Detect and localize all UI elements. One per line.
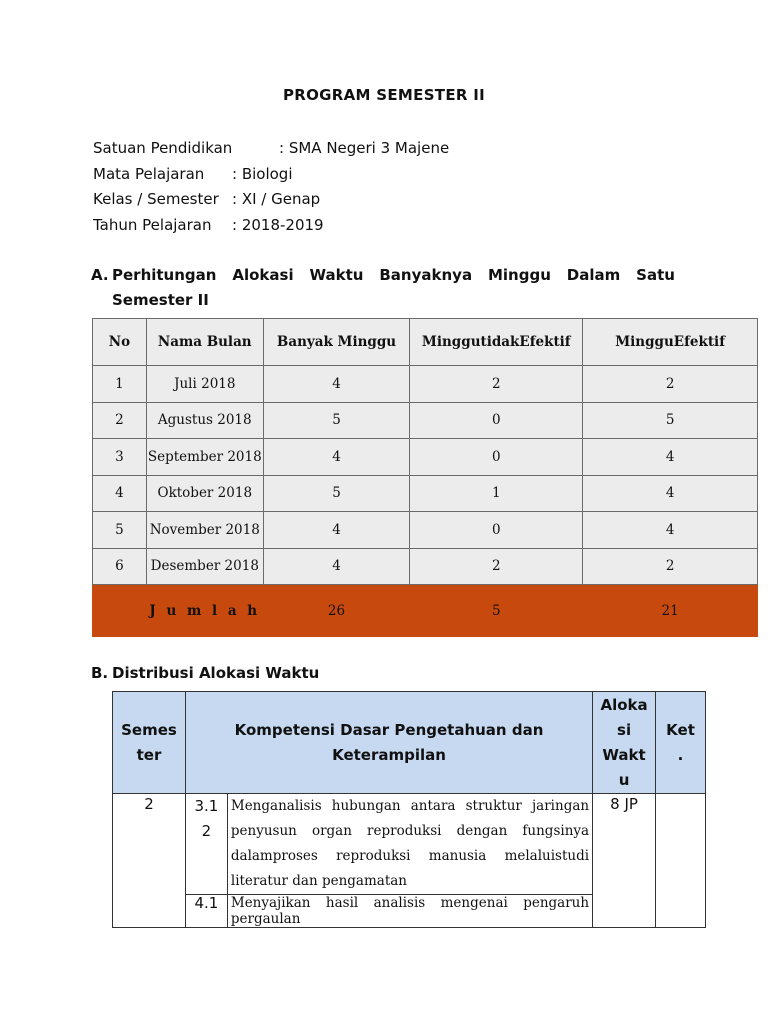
cell-no: 5 (93, 512, 147, 549)
heading-word: Satu (636, 266, 675, 284)
header-line: Keterampilan (332, 745, 446, 764)
cell-total-banyak: 26 (263, 585, 410, 637)
week-allocation-table (92, 318, 758, 637)
header-line: Kompetensi Dasar Pengetahuan dan (234, 720, 544, 739)
header-line: . (677, 745, 684, 764)
section-b-heading (91, 664, 319, 682)
table-header-row (93, 319, 758, 366)
section-b-letter: B. (91, 664, 109, 682)
heading-word: Alokasi (232, 266, 294, 284)
cell-banyak: 5 (263, 475, 410, 512)
col-header-tidak-efektif: MinggutidakEfektif (410, 319, 583, 366)
cell-banyak: 5 (263, 402, 410, 439)
heading-word: Dalam (566, 266, 621, 284)
table-header-row (113, 692, 706, 794)
table-row (93, 366, 758, 403)
col-header-bulan: Nama Bulan (146, 319, 263, 366)
cell-kd-number: 4.1 (185, 895, 227, 928)
cell-kd-text: Menyajikan hasil analisis mengenai pengaruh pergaulan (227, 895, 592, 928)
header-line: Semes (121, 720, 177, 739)
cell-bulan: Oktober 2018 (146, 475, 263, 512)
col-header-ket (656, 692, 706, 794)
info-label: Mata Pelajaran (93, 164, 205, 183)
info-value: : XI / Genap (232, 190, 321, 208)
kd-number-line: 2 (201, 822, 212, 840)
section-a-letter: A. (91, 266, 109, 284)
cell-efektif: 4 (583, 512, 758, 549)
cell-efektif: 2 (583, 548, 758, 585)
cell-efektif: 5 (583, 402, 758, 439)
col-header-no: No (93, 319, 147, 366)
cell-tidak-efektif: 2 (410, 548, 583, 585)
cell-efektif: 4 (583, 439, 758, 476)
cell-tidak-efektif: 0 (410, 439, 583, 476)
cell-no: 4 (93, 475, 147, 512)
cell-banyak: 4 (263, 366, 410, 403)
cell-no: 1 (93, 366, 147, 403)
cell-semester: 2 (113, 794, 186, 928)
col-header-alokasi (593, 692, 656, 794)
cell-no: 2 (93, 402, 147, 439)
cell-kd-text: Menganalisis hubungan antara struktur jaringan penyusun organ reproduksi dengan fungsinya dalamproses reproduksi manusia melaluistudi literatur dan pengamatan (227, 794, 592, 895)
cell-tidak-efektif: 0 (410, 402, 583, 439)
cell-efektif: 2 (583, 366, 758, 403)
table-row (93, 512, 758, 549)
col-header-kd (185, 692, 592, 794)
cell-ket (656, 794, 706, 928)
header-line: Wakt (602, 745, 646, 764)
cell-tidak-efektif: 0 (410, 512, 583, 549)
header-line: si (617, 720, 632, 739)
info-value: : SMA Negeri 3 Majene (279, 139, 450, 157)
time-distribution-table (112, 691, 706, 928)
cell-total-empty (93, 585, 147, 637)
cell-kd-number (185, 794, 227, 895)
heading-word: Perhitungan (112, 266, 217, 284)
table-row (93, 402, 758, 439)
header-line: u (618, 770, 630, 789)
table-row (93, 439, 758, 476)
info-label: Kelas / Semester (93, 190, 219, 208)
cell-bulan: Agustus 2018 (146, 402, 263, 439)
info-value: : Biologi (232, 164, 293, 183)
col-header-semester (113, 692, 186, 794)
cell-banyak: 4 (263, 439, 410, 476)
section-a-line1 (112, 263, 675, 288)
cell-no: 6 (93, 548, 147, 585)
heading-word: Banyaknya (379, 266, 473, 284)
section-b-text: Distribusi Alokasi Waktu (112, 664, 320, 682)
kd-number-line: 3.1 (194, 797, 219, 815)
cell-total-efektif: 21 (583, 585, 758, 637)
heading-word: Minggu (487, 266, 551, 284)
info-label: Satuan Pendidikan (93, 139, 233, 157)
section-a-heading (91, 263, 675, 313)
cell-total-tidak-efektif: 5 (410, 585, 583, 637)
cell-no: 3 (93, 439, 147, 476)
cell-banyak: 4 (263, 512, 410, 549)
cell-tidak-efektif: 2 (410, 366, 583, 403)
cell-bulan: September 2018 (146, 439, 263, 476)
cell-bulan: November 2018 (146, 512, 263, 549)
table-row (93, 475, 758, 512)
cell-efektif: 4 (583, 475, 758, 512)
cell-tidak-efektif: 1 (410, 475, 583, 512)
cell-bulan: Desember 2018 (146, 548, 263, 585)
cell-total-label: J u m l a h (146, 585, 263, 637)
section-a-line2: Semester II (112, 291, 209, 309)
info-value: : 2018-2019 (232, 215, 324, 234)
cell-banyak: 4 (263, 548, 410, 585)
cell-alokasi: 8 JP (593, 794, 656, 928)
col-header-banyak: Banyak Minggu (263, 319, 410, 366)
table-row (93, 548, 758, 585)
page-title: PROGRAM SEMESTER II (282, 86, 486, 104)
header-line: ter (136, 745, 162, 764)
col-header-efektif: MingguEfektif (583, 319, 758, 366)
heading-word: Waktu (309, 266, 364, 284)
header-line: Aloka (600, 695, 648, 714)
header-line: Ket (666, 720, 695, 739)
total-row (93, 585, 758, 637)
info-label: Tahun Pelajaran (93, 215, 212, 234)
table-row (113, 794, 706, 895)
cell-bulan: Juli 2018 (146, 366, 263, 403)
